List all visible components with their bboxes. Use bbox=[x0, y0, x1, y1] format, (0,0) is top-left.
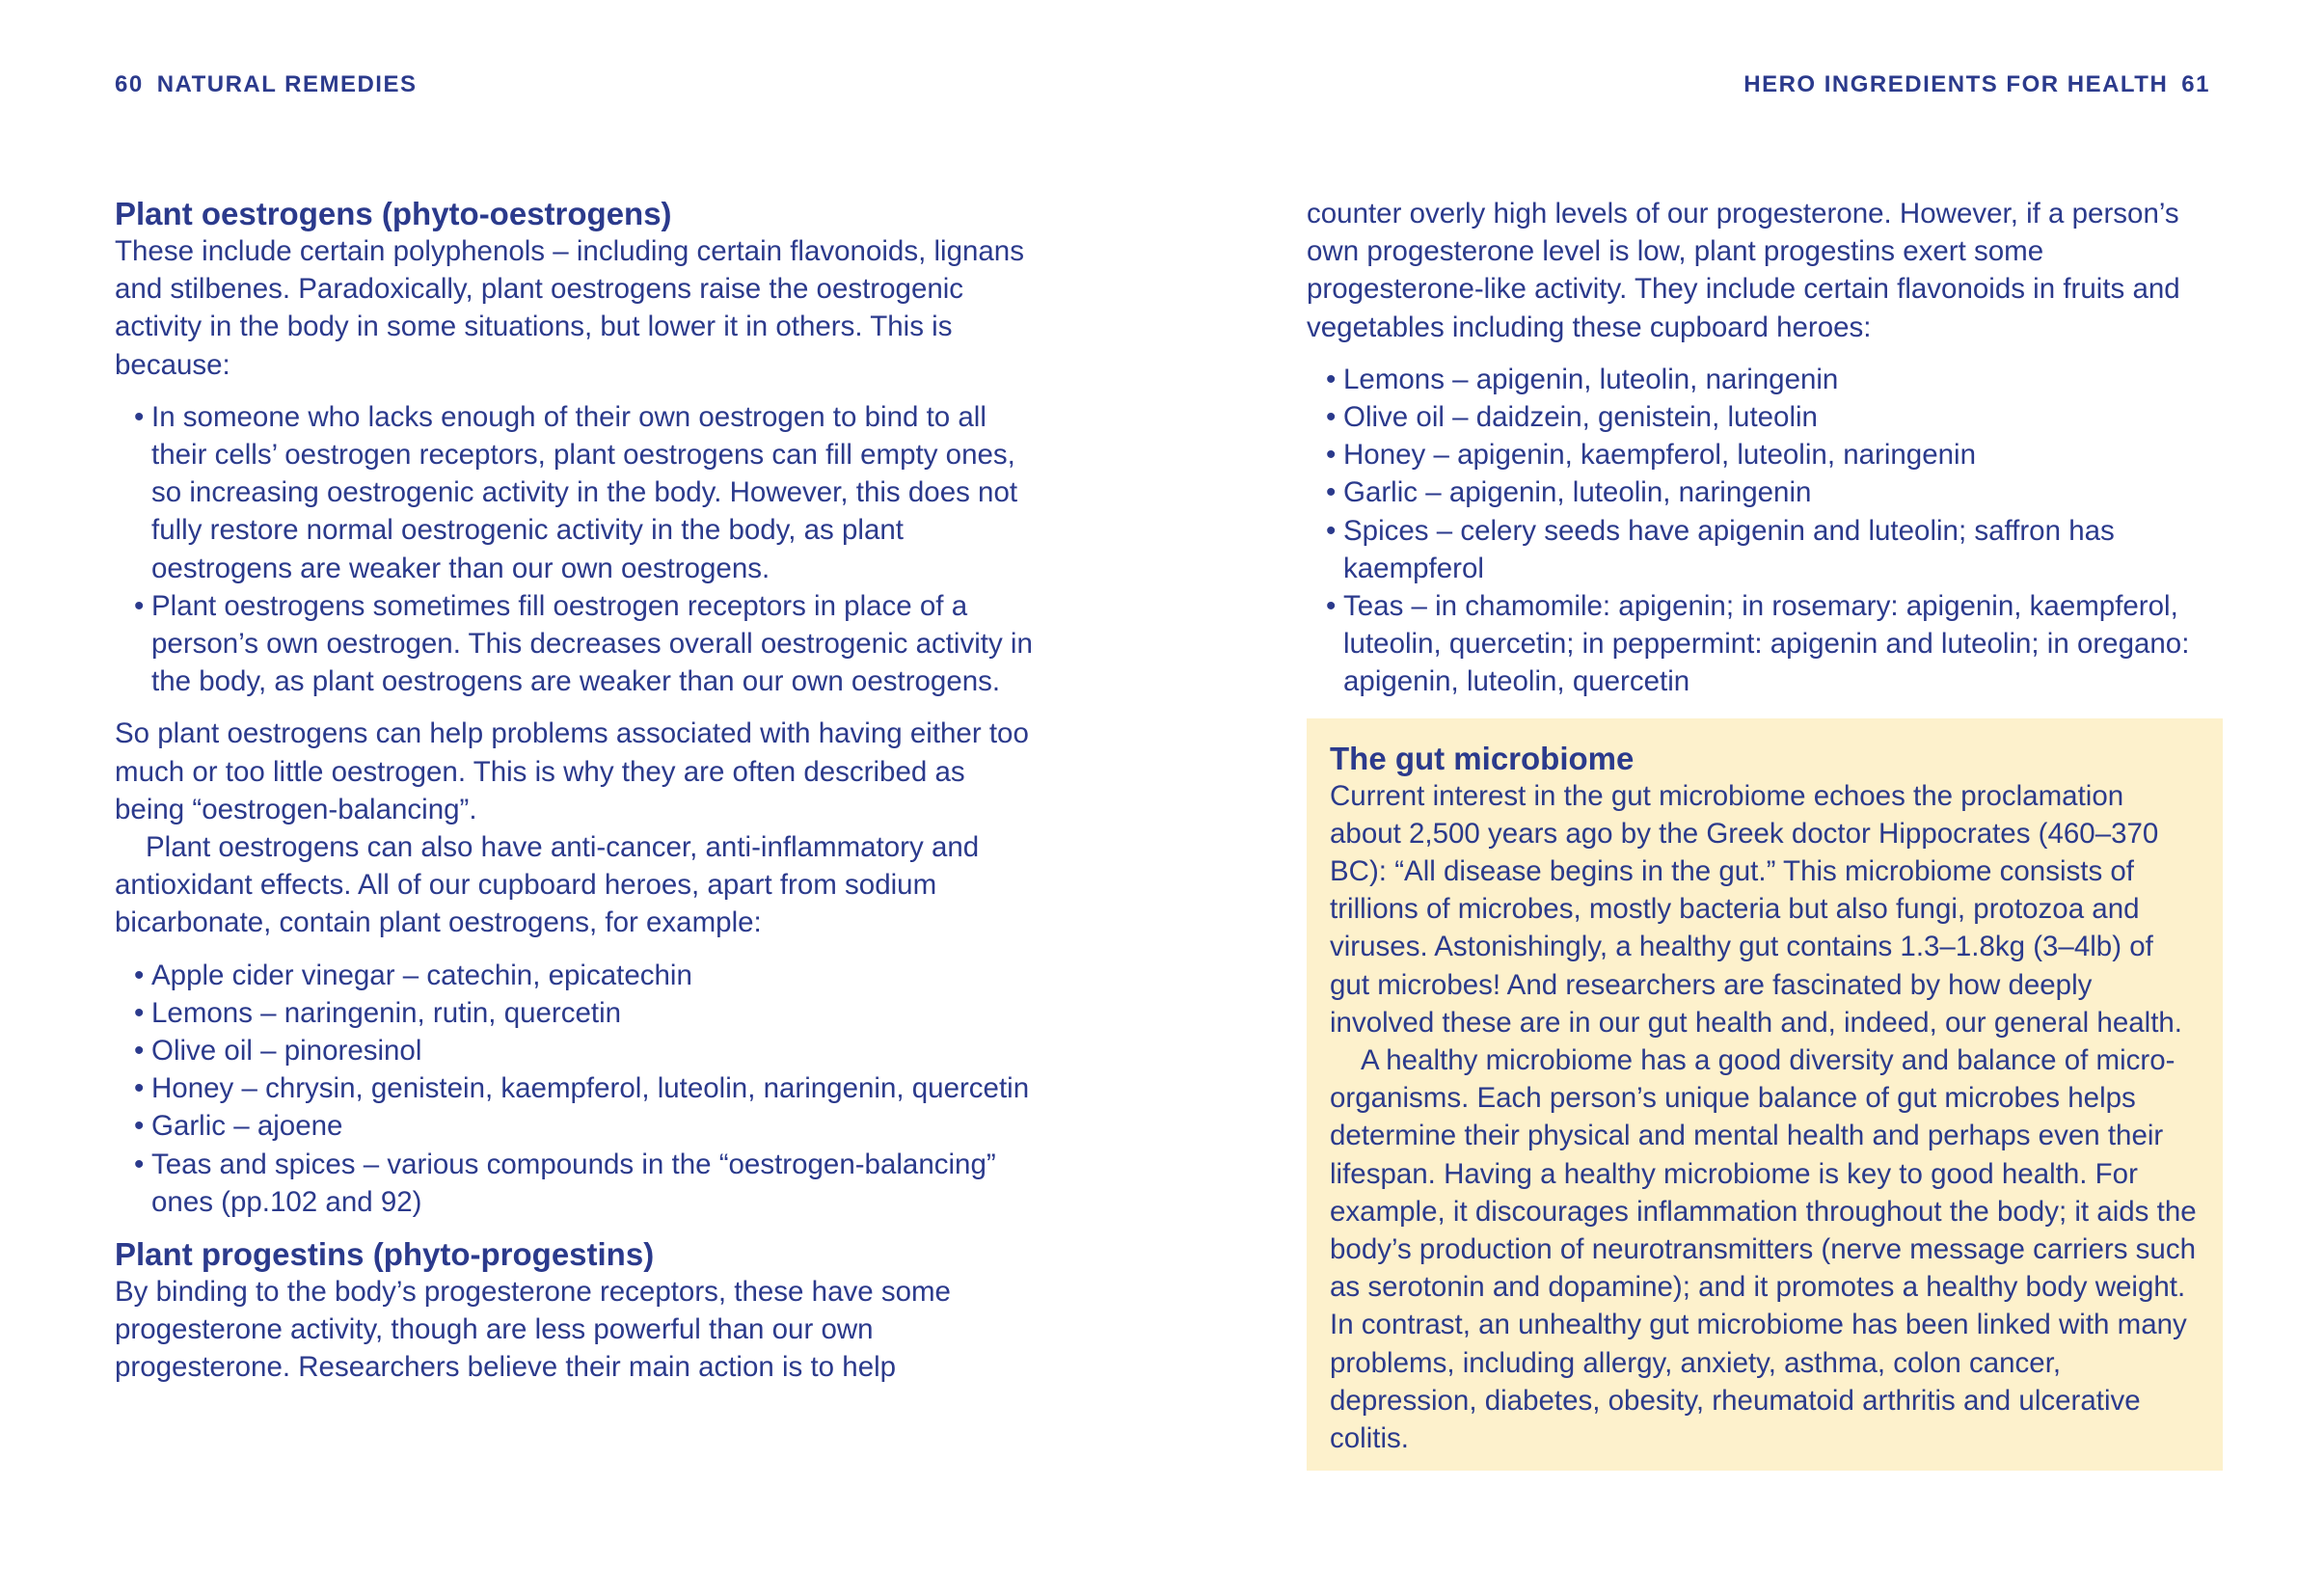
section-heading-gut-microbiome: The gut microbiome bbox=[1330, 740, 1635, 776]
list-item: • Garlic – ajoene bbox=[134, 1107, 1040, 1145]
plant-progestins-continuation: counter overly high levels of our progesterone. However, if a person’s own progesterone level is low, plant progestins exert some progesterone-like activity. They include certain flavonoids in fruits and vegetables including these cupboard heroes: bbox=[1307, 198, 2180, 343]
left-column bbox=[115, 195, 1040, 1387]
list-item: • Lemons – apigenin, luteolin, naringenin bbox=[1326, 361, 2223, 398]
left-running-head bbox=[115, 71, 418, 98]
section-heading-plant-oestrogens: Plant oestrogens (phyto-oestrogens) bbox=[115, 196, 672, 231]
list-item: • Spices – celery seeds have apigenin and luteolin; saffron has kaempferol bbox=[1326, 512, 2223, 587]
plant-progestins-examples bbox=[1307, 361, 2223, 701]
list-item: • Teas – in chamomile: apigenin; in rosemary: apigenin, kaempferol, luteolin, quercetin; in peppermint: apigenin and luteolin; in oregano: apigenin, luteolin, quercetin bbox=[1326, 587, 2223, 701]
right-page bbox=[1162, 0, 2324, 1595]
left-page-number: 60 bbox=[115, 71, 144, 97]
gut-microbiome-para1: Current interest in the gut microbiome echoes the proclamation about 2,500 years ago by the Greek doctor Hippocrates (460–370 BC): “All disease begins in the gut.” This microbiome consists of trillions of microbes, mostly bacteria but also fungi, protozoa and viruses. Astonishingly, a healthy gut contains 1.3–1.8kg (3–4lb) of gut microbes! And researchers are fascinated by how deeply involved these are in our gut health and, indeed, our general health. bbox=[1330, 779, 2182, 1039]
plant-oestrogens-examples bbox=[115, 957, 1040, 1221]
plant-oestrogens-para3: Plant oestrogens can also have anti-cancer, anti-inflammatory and antioxidant effects. All of our cupboard heroes, apart from sodium bicarbonate, contain plant oestrogens, for example: bbox=[115, 831, 980, 939]
list-item: • Lemons – naringenin, rutin, quercetin bbox=[134, 994, 1040, 1032]
right-column bbox=[1307, 195, 2223, 1471]
list-item: • Olive oil – daidzein, genistein, luteolin bbox=[1326, 398, 2223, 436]
plant-progestins-intro: By binding to the body’s progesterone receptors, these have some progesterone activity, though are less powerful than our own progesterone. Researchers believe their main action is to help bbox=[115, 1276, 951, 1384]
list-item: • Olive oil – pinoresinol bbox=[134, 1032, 1040, 1069]
gut-microbiome-para2: A healthy microbiome has a good diversity and balance of micro-organisms. Each person’s unique balance of gut microbes helps determine their physical and mental health and perhaps even their lifespan. Having a healthy microbiome is key to good health. For example, it discourages inflammation throughout the body; it aids the body’s production of neurotransmitters (nerve message carriers such as serotonin and dopamine); and it promotes a healthy body weight. In contrast, an unhealthy gut microbiome has been linked with many problems, including allergy, anxiety, asthma, colon cancer, depression, diabetes, obesity, rheumatoid arthritis and ulcerative colitis. bbox=[1330, 1044, 2197, 1455]
list-item: • Teas and spices – various compounds in the “oestrogen-balancing” ones (pp.102 and 92) bbox=[134, 1146, 1040, 1221]
right-running-head bbox=[1743, 71, 2210, 98]
plant-oestrogens-intro: These include certain polyphenols – including certain flavonoids, lignans and stilbenes. Paradoxically, plant oestrogens raise the oestrogenic activity in the body in some situations, but lower it in others. This is because: bbox=[115, 235, 1024, 381]
plant-oestrogens-bullets bbox=[115, 398, 1040, 701]
right-page-number: 61 bbox=[2181, 71, 2210, 97]
list-item: • Garlic – apigenin, luteolin, naringenin bbox=[1326, 473, 2223, 511]
section-heading-plant-progestins: Plant progestins (phyto-progestins) bbox=[115, 1236, 655, 1273]
plant-oestrogens-para2: So plant oestrogens can help problems associated with having either too much or too little oestrogen. This is why they are often described as being “oestrogen-balancing”. bbox=[115, 717, 1029, 825]
right-running-head-title: HERO INGREDIENTS FOR HEALTH bbox=[1743, 71, 2169, 97]
list-item: • Honey – chrysin, genistein, kaempferol, luteolin, naringenin, quercetin bbox=[134, 1069, 1040, 1107]
list-item: • Plant oestrogens sometimes fill oestrogen receptors in place of a person’s own oestrogen. This decreases overall oestrogenic activity in the body, as plant oestrogens are weaker than our own oestrogens. bbox=[134, 587, 1040, 701]
list-item: • Apple cider vinegar – catechin, epicatechin bbox=[134, 957, 1040, 994]
list-item: • In someone who lacks enough of their own oestrogen to bind to all their cells’ oestrogen receptors, plant oestrogens can fill empty ones, so increasing oestrogenic activity in the body. However, this does not fully restore normal oestrogenic activity in the body, as plant oestrogens are weaker than our own oestrogens. bbox=[134, 398, 1040, 587]
list-item: • Honey – apigenin, kaempferol, luteolin, naringenin bbox=[1326, 436, 2223, 473]
left-running-head-title: NATURAL REMEDIES bbox=[156, 71, 418, 97]
gut-microbiome-panel bbox=[1307, 718, 2223, 1472]
